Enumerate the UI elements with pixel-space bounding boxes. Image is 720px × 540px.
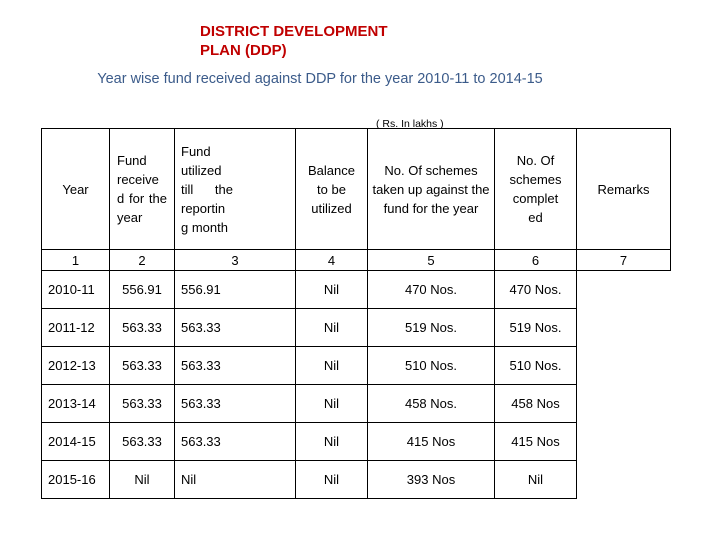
cell-balance: Nil	[296, 461, 368, 499]
cell-fund-utilized: 563.33	[175, 347, 296, 385]
cell-fund-received: 563.33	[110, 385, 175, 423]
cell-year: 2012-13	[42, 347, 110, 385]
header-schemes-completed-label: No. Of schemes complet ed	[509, 153, 562, 225]
column-number: 2	[110, 250, 175, 271]
table-row	[42, 461, 671, 499]
header-schemes-completed	[495, 129, 577, 250]
column-number: 1	[42, 250, 110, 271]
header-remarks-label: Remarks	[597, 181, 650, 197]
cell-remarks	[577, 309, 671, 347]
cell-year: 2014-15	[42, 423, 110, 461]
cell-year: 2010-11	[42, 271, 110, 309]
cell-balance: Nil	[296, 271, 368, 309]
cell-schemes-taken: 519 Nos.	[368, 309, 495, 347]
table-row	[42, 385, 671, 423]
cell-year: 2013-14	[42, 385, 110, 423]
cell-fund-utilized: Nil	[175, 461, 296, 499]
column-number: 3	[175, 250, 296, 271]
cell-fund-utilized: 563.33	[175, 385, 296, 423]
header-year	[42, 129, 110, 250]
cell-year: 2015-16	[42, 461, 110, 499]
cell-fund-received: 563.33	[110, 423, 175, 461]
cell-balance: Nil	[296, 309, 368, 347]
cell-schemes-taken: 393 Nos	[368, 461, 495, 499]
cell-remarks	[577, 423, 671, 461]
cell-remarks	[577, 271, 671, 309]
document-title	[200, 22, 388, 60]
header-balance-label: Balance to be utilized	[308, 162, 355, 216]
header-fund-received-label: Fund receive d for the year	[117, 153, 167, 225]
cell-balance: Nil	[296, 423, 368, 461]
cell-schemes-completed: 519 Nos.	[495, 309, 577, 347]
cell-schemes-taken: 470 Nos.	[368, 271, 495, 309]
cell-balance: Nil	[296, 347, 368, 385]
cell-schemes-taken: 415 Nos	[368, 423, 495, 461]
header-remarks	[577, 129, 671, 250]
cell-fund-received: Nil	[110, 461, 175, 499]
cell-schemes-completed: 458 Nos	[495, 385, 577, 423]
cell-fund-utilized: 556.91	[175, 271, 296, 309]
cell-fund-received: 563.33	[110, 309, 175, 347]
column-number: 6	[495, 250, 577, 271]
header-fund-utilized	[175, 129, 296, 250]
cell-year: 2011-12	[42, 309, 110, 347]
cell-balance: Nil	[296, 385, 368, 423]
cell-schemes-completed: 470 Nos.	[495, 271, 577, 309]
header-fund-received	[110, 129, 175, 250]
cell-schemes-taken: 510 Nos.	[368, 347, 495, 385]
header-year-label: Year	[62, 181, 89, 197]
ddp-fund-table	[41, 128, 671, 499]
units-note: ( Rs. In lakhs )	[376, 118, 444, 130]
header-fund-utilized-label: Fund utilized till the reportin g month	[181, 143, 233, 235]
table-row	[42, 347, 671, 385]
column-number-row	[42, 250, 671, 271]
column-number: 7	[577, 250, 671, 271]
cell-remarks	[577, 385, 671, 423]
header-balance	[296, 129, 368, 250]
cell-schemes-completed: Nil	[495, 461, 577, 499]
table-row	[42, 309, 671, 347]
cell-remarks	[577, 347, 671, 385]
cell-schemes-completed: 415 Nos	[495, 423, 577, 461]
header-row	[42, 129, 671, 250]
header-schemes-taken-label: No. Of schemes taken up against the fund for the year	[372, 162, 490, 216]
column-number: 4	[296, 250, 368, 271]
table-row	[42, 423, 671, 461]
title-line-2: PLAN (DDP)	[200, 42, 287, 59]
cell-schemes-taken: 458 Nos.	[368, 385, 495, 423]
cell-fund-received: 556.91	[110, 271, 175, 309]
cell-schemes-completed: 510 Nos.	[495, 347, 577, 385]
document-subtitle: Year wise fund received against DDP for the year 2010-11 to 2014-15	[97, 71, 543, 87]
header-schemes-taken	[368, 129, 495, 250]
table-row	[42, 271, 671, 309]
column-number: 5	[368, 250, 495, 271]
title-line-1: DISTRICT DEVELOPMENT	[200, 23, 388, 40]
cell-fund-utilized: 563.33	[175, 423, 296, 461]
cell-fund-utilized: 563.33	[175, 309, 296, 347]
cell-fund-received: 563.33	[110, 347, 175, 385]
cell-remarks	[577, 461, 671, 499]
